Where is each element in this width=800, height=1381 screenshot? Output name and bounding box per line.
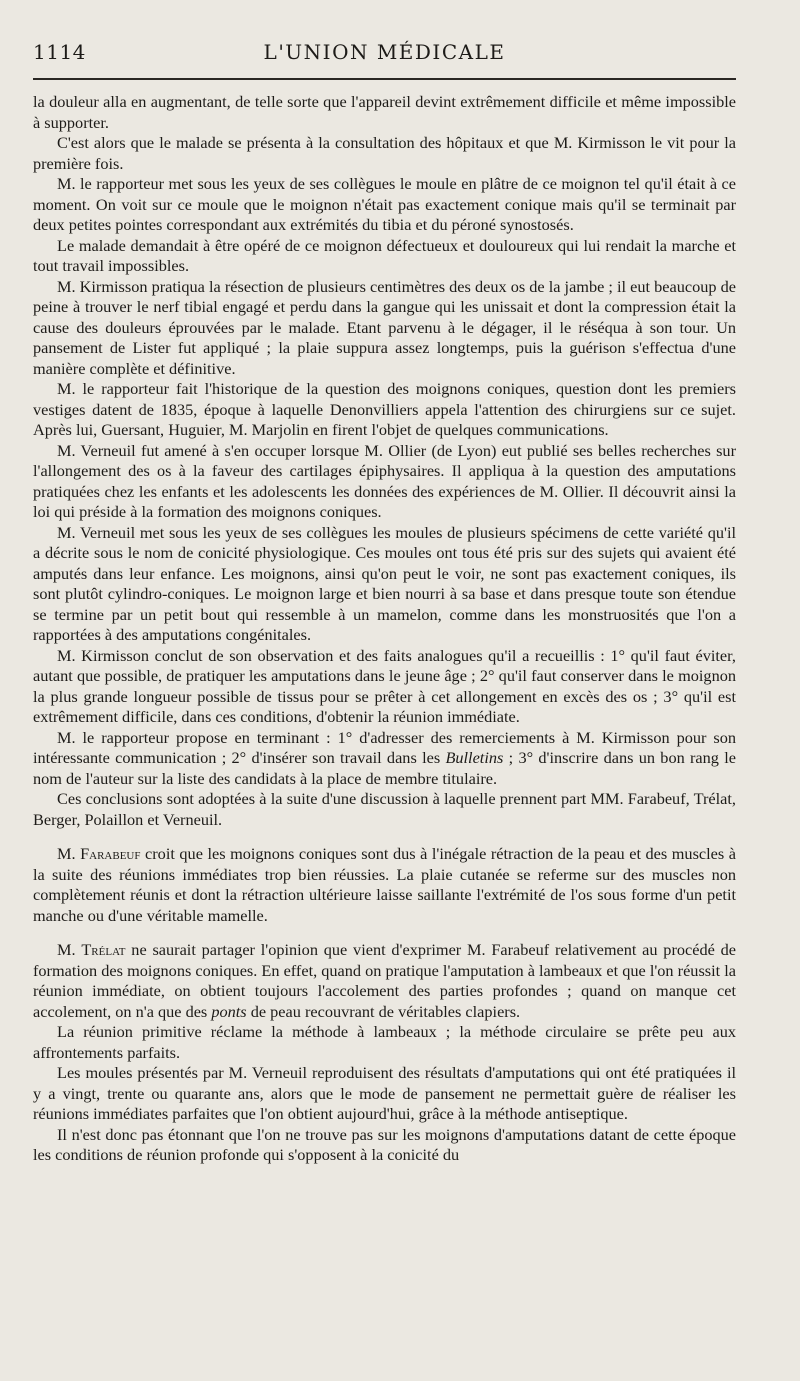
- paragraph: Le malade demandait à être opéré de ce moignon défectueux et douloureux qui lui rendait la marche et tout travail impossibles.: [33, 235, 736, 275]
- header-rule: [33, 78, 736, 80]
- paragraph: M. Kirmisson pratiqua la résection de plusieurs centimètres des deux os de la jambe ; il eut beaucoup de peine à trouver le nerf tibial engagé et perdu dans la gangue qui les unissait et dont la compression était la cause des douleurs éprouvées par le malade. Etant parvenu à le dégager, il le réséqua à son tour. Un pansement de Lister fut appliqué ; la plaie suppura assez longtemps, puis la guérison s'effectua d'une manière complète et définitive.: [33, 276, 736, 378]
- paragraph-text: M. le rapporteur propose en terminant : 1° d'adresser des remerciements à M. Kirmisson pour son intéressante communication ; 2° d'insérer son travail dans les: [33, 727, 736, 767]
- body-text: [33, 92, 736, 1166]
- paragraph-text: M.: [57, 844, 81, 863]
- paragraph: [33, 940, 736, 1022]
- speaker-name: Farabeuf: [80, 844, 141, 863]
- paragraph-text: M.: [57, 940, 82, 959]
- paragraph: [33, 728, 736, 790]
- paragraph-text: ne saurait partager l'opinion que vient d'exprimer M. Farabeuf relativement au procédé de formation des moignons coniques. En effet, quand on pratique l'amputation à lambeaux et que l'on réussit la réunion immédiate, on obtient toujours l'accolement des parties profondes ; quand on manque cet accolement, on n'a que des: [33, 940, 736, 1021]
- paragraph-text: croit que les moignons coniques sont dus à l'inégale rétraction de la peau et des muscles à la suite des réunions immédiates trop bien réussies. La plaie cutanée se referme sur des muscles non complètement réunis et dont la rétraction ultérieure laisse saillante l'extrémité de l'os sous forme d'un petit manche ou d'une véritable mamelle.: [33, 844, 736, 925]
- paragraph: M. Verneuil met sous les yeux de ses collègues les moules de plusieurs spécimens de cette variété qu'il a décrite sous le nom de conicité physiologique. Ces moules ont tous été pris sur des sujets qui avaient été amputés dans leur enfance. Les moignons, ainsi qu'on peut le voir, ne sont pas exactement coniques, ils sont plutôt cylindro-coniques. Le moignon large et bien nourri à sa base et dans presque toute son étendue se termine par un petit bout qui ressemble à un mamelon, comme dans les monstruosités que l'on a rapportées à des amputations congénitales.: [33, 522, 736, 644]
- italic-word: ponts: [211, 1001, 247, 1021]
- paragraph: Les moules présentés par M. Verneuil reproduisent des résultats d'amputations qui ont été pratiquées il y a vingt, trente ou quarante ans, alors que le mode de pansement ne permettait guère de réaliser les réunions immédiates parfaites que l'on obtient aujourd'hui, grâce à la méthode antiseptique.: [33, 1063, 736, 1123]
- paragraph: la douleur alla en augmentant, de telle sorte que l'appareil devint extrêmement difficile et même impossible à supporter.: [33, 92, 736, 132]
- paragraph: M. le rapporteur fait l'historique de la question des moignons coniques, question dont les premiers vestiges datent de 1835, époque à laquelle Denonvilliers appela l'attention des chirurgiens sur ce sujet. Après lui, Guersant, Huguier, M. Marjolin en firent l'objet de quelques communications.: [33, 379, 736, 439]
- paragraph: M. Verneuil fut amené à s'en occuper lorsque M. Ollier (de Lyon) eut publié ses belles recherches sur l'allongement des os à la faveur des cartilages épiphysaires. Il appliqua à la question des amputations pratiquées chez les enfants et les adolescents les données des expériences de M. Ollier. Il découvrit ainsi la loi qui préside à la formation des moignons coniques.: [33, 440, 736, 521]
- paragraph: [33, 844, 736, 926]
- page-number: 1114: [33, 40, 86, 64]
- paragraph: La réunion primitive réclame la méthode à lambeaux ; la méthode circulaire se prête peu aux affrontements parfaits.: [33, 1022, 736, 1062]
- paragraph: Ces conclusions sont adoptées à la suite d'une discussion à laquelle prennent part MM. Farabeuf, Trélat, Berger, Polaillon et Verneuil.: [33, 789, 736, 829]
- speaker-name: Trélat: [81, 940, 126, 959]
- paragraph-text: ; 3° d'inscrire dans un bon rang le nom de l'auteur sur la liste des candidats à la place de membre titulaire.: [33, 748, 736, 788]
- paragraph: Il n'est donc pas étonnant que l'on ne trouve pas sur les moignons d'amputations datant de cette époque les conditions de réunion profonde qui s'opposent à la conicité du: [33, 1124, 736, 1164]
- paragraph: M. le rapporteur met sous les yeux de ses collègues le moule en plâtre de ce moignon tel qu'il était à ce moment. On voit sur ce moule que le moignon n'était pas exactement conique mais qu'il se terminait par deux petites pointes correspondant aux extrémités du tibia et du péroné synostosés.: [33, 174, 736, 234]
- paragraph: C'est alors que le malade se présenta à la consultation des hôpitaux et que M. Kirmisson le vit pour la première fois.: [33, 133, 736, 173]
- running-title: L'UNION MÉDICALE: [263, 40, 506, 64]
- page-header: [33, 40, 736, 76]
- italic-word: Bulletins: [445, 748, 504, 767]
- paragraph: M. Kirmisson conclut de son observation et des faits analogues qu'il a recueillis : 1° qu'il faut éviter, autant que possible, de pratiquer les amputations dans le jeune âge ; 2° qu'il faut conserver dans le moignon la plus grande longueur possible de tissus pour se prêter à cet allongement en excès des os ; 3° qu'il est extrêmement difficile, dans ces conditions, d'obtenir la réunion immédiate.: [33, 645, 736, 726]
- paragraph-text: de peau recouvrant de véritables clapiers.: [246, 1001, 521, 1021]
